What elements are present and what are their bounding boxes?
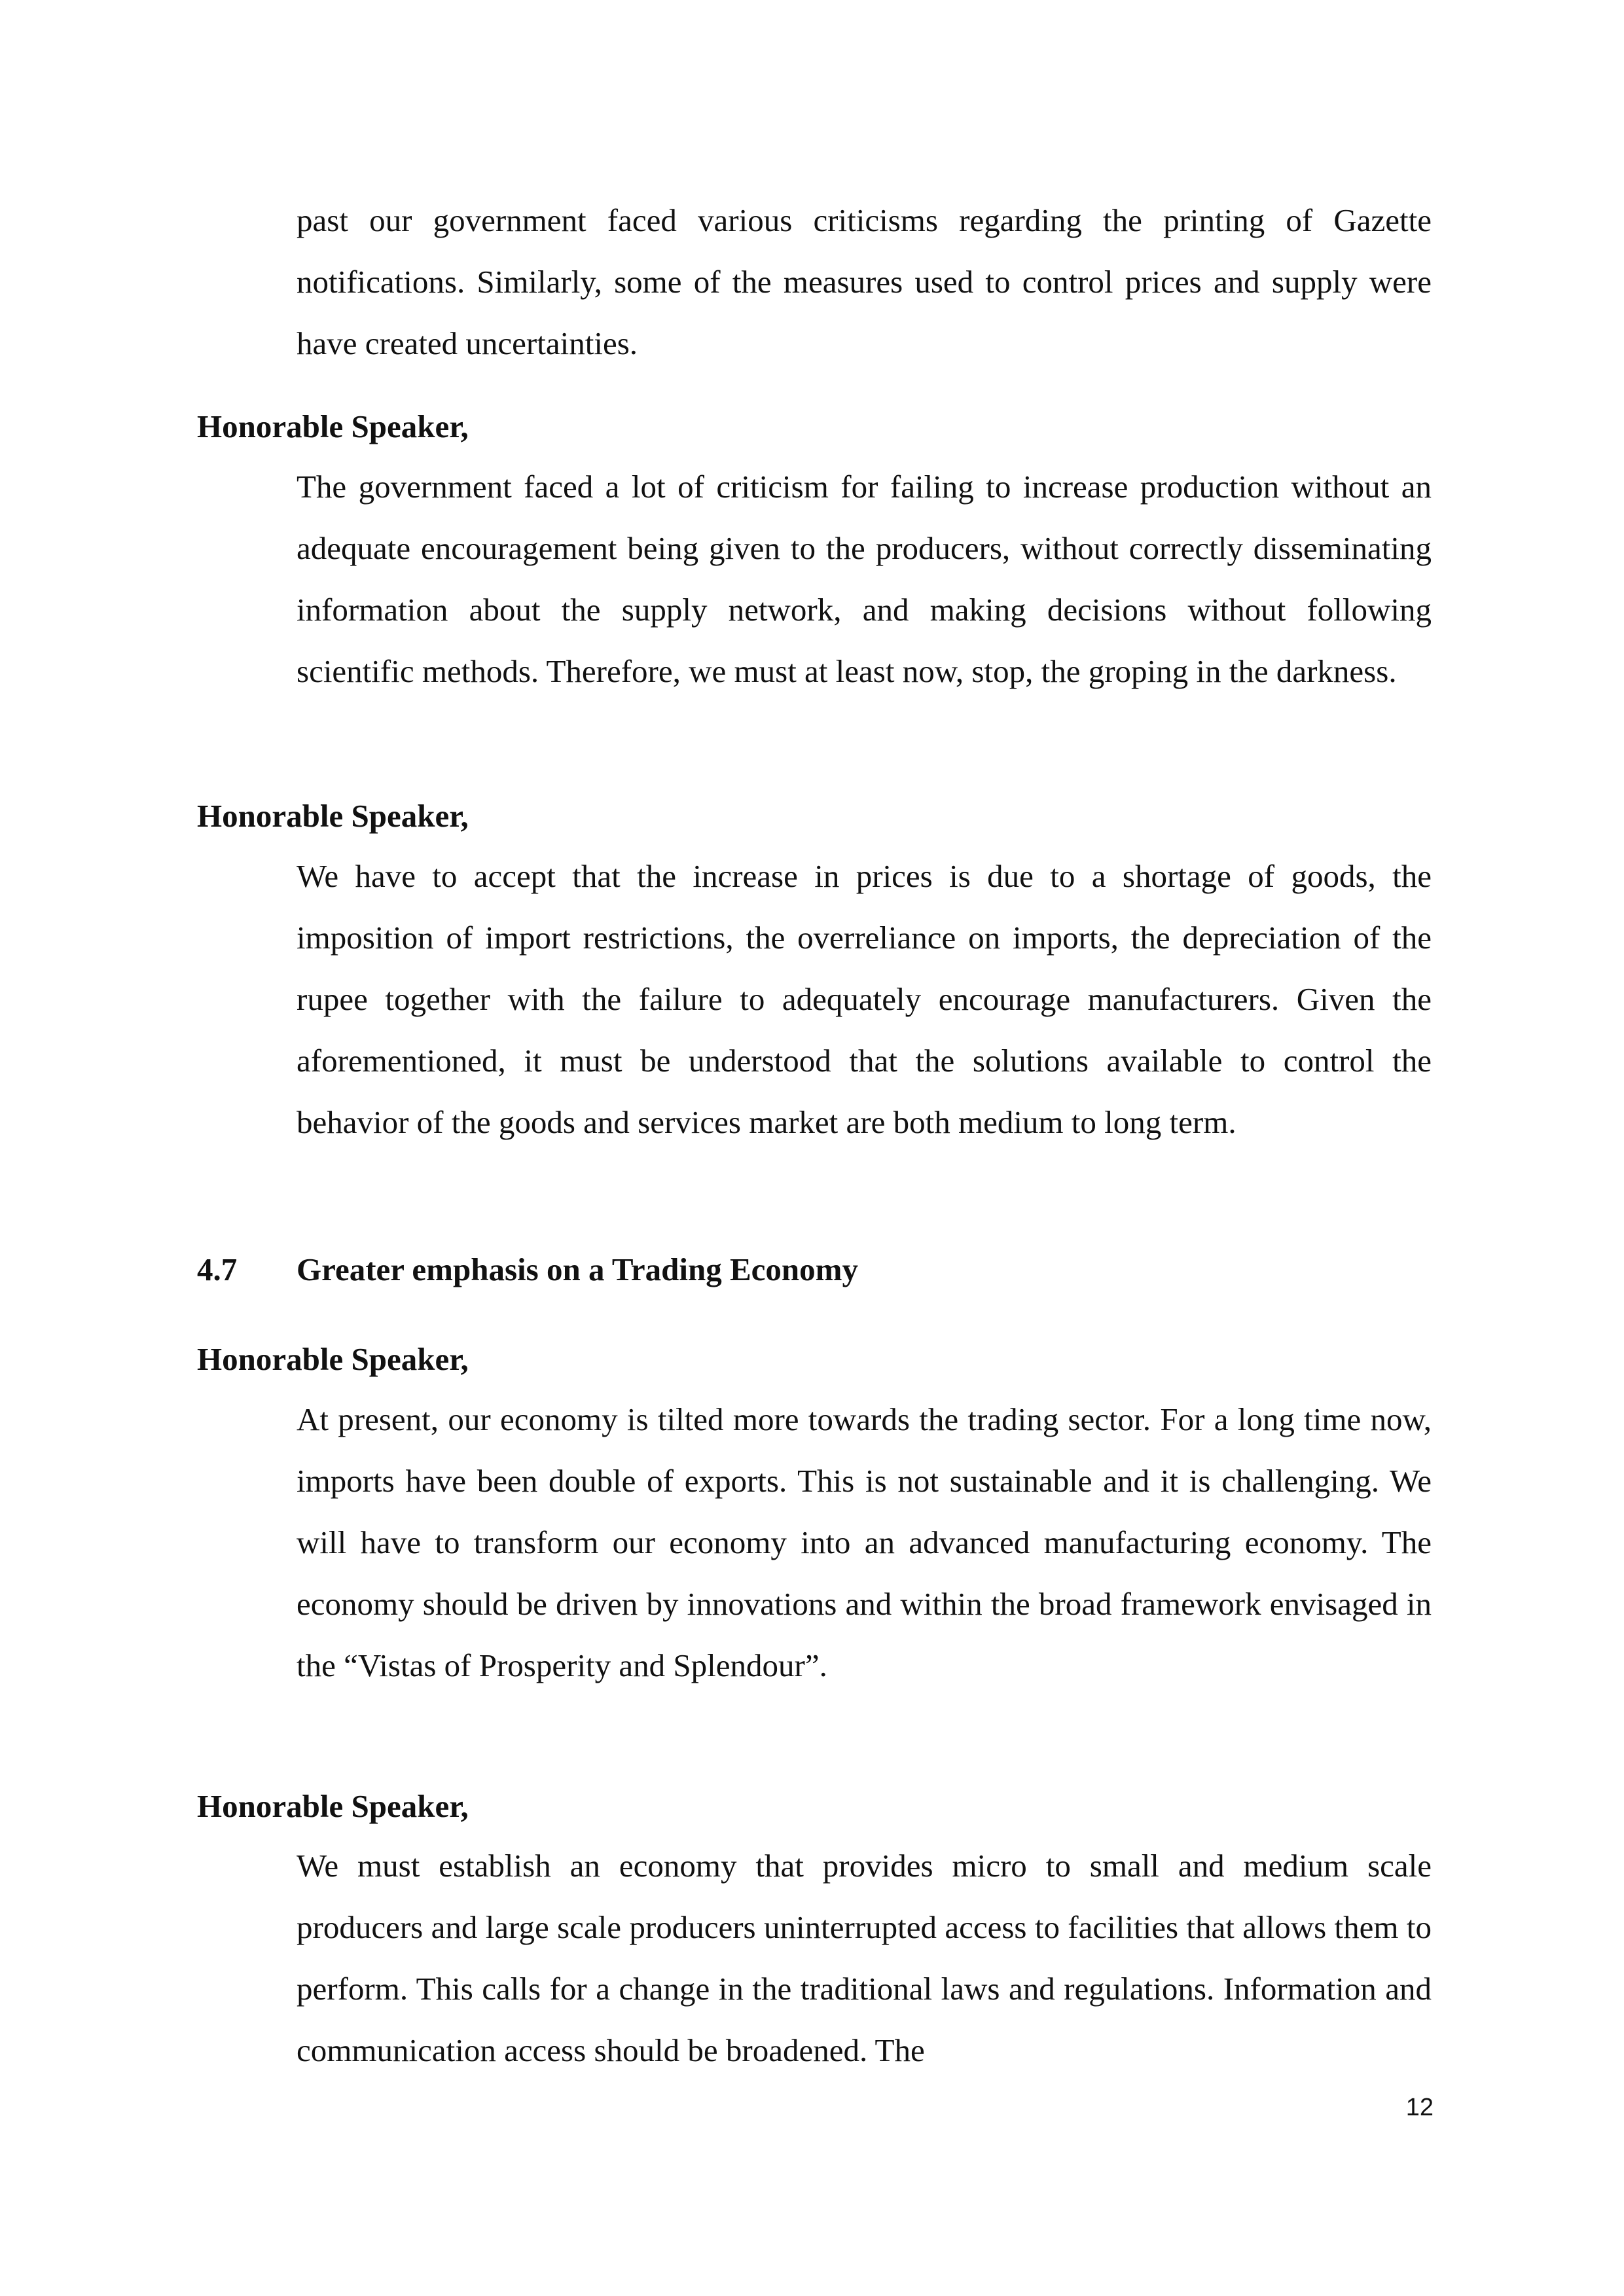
- section-number: 4.7: [197, 1251, 238, 1287]
- heading-honorable-speaker: Honorable Speaker,: [197, 408, 469, 444]
- heading-honorable-speaker: Honorable Speaker,: [197, 1341, 469, 1377]
- paragraph-trading-economy: At present, our economy is tilted more towards the trading sector. For a long time now, imports have been double of exports. This is not sustainable and it is challenging. We will have to transform our economy into an advanced manufacturing economy. The economy should be driven by innovations and within the broad framework envisaged in the “Vistas of Prosperity and Splendour”.: [297, 1401, 1432, 1683]
- paragraph-production-criticism: The government faced a lot of criticism for failing to increase production without an adequate encouragement being given to the producers, without correctly disseminating information about the supply network, and making decisions without following scientific methods. Therefore, we must at least now, stop, the groping in the darkness.: [297, 469, 1432, 689]
- section-title: Greater emphasis on a Trading Economy: [297, 1251, 859, 1287]
- heading-honorable-speaker: Honorable Speaker,: [197, 1788, 469, 1824]
- paragraph-producer-access: We must establish an economy that provides micro to small and medium scale producers and large scale producers uninterrupted access to facilities that allows them to perform. This calls for a change in the traditional laws and regulations. Information and communication access should be broadened. The: [297, 1848, 1432, 2068]
- paragraph-gazette-criticism: past our government faced various criticisms regarding the printing of Gazette notifications. Similarly, some of the measures used to control prices and supply were have created uncertainties.: [297, 202, 1432, 361]
- page-number: 12: [1405, 2094, 1434, 2121]
- heading-honorable-speaker: Honorable Speaker,: [197, 798, 469, 834]
- paragraph-price-increase: We have to accept that the increase in prices is due to a shortage of goods, the imposition of import restrictions, the overreliance on imports, the depreciation of the rupee together with the failure to adequately encourage manufacturers. Given the aforementioned, it must be understood that the solutions available to control the behavior of the goods and services market are both medium to long term.: [297, 858, 1432, 1140]
